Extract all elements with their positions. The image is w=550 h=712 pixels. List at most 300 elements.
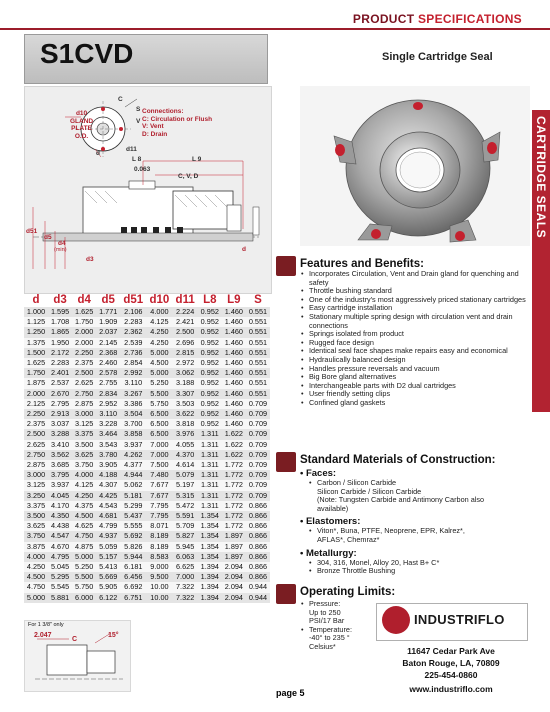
table-cell: 2.834 (96, 389, 120, 399)
table-cell: 1.311 (198, 440, 222, 450)
label-c: C (118, 96, 123, 103)
table-cell: 3.858 (120, 429, 146, 439)
materials-body (300, 468, 526, 576)
table-row (24, 562, 270, 572)
table-cell: 5.295 (48, 572, 72, 582)
table-cell: 0.952 (198, 378, 222, 388)
table-cell: 5.472 (173, 501, 198, 511)
table-cell: 5.500 (146, 389, 172, 399)
table-cell: 5.692 (120, 531, 146, 541)
label-v: V (136, 118, 141, 125)
table-cell: 1.311 (198, 450, 222, 460)
column-header-l9: L9 (227, 293, 241, 306)
table-cell: 2.625 (24, 440, 48, 450)
table-cell: 0.551 (246, 307, 270, 317)
feature-item: • Easy cartridge installation (300, 304, 526, 313)
table-cell: 3.000 (24, 470, 48, 480)
table-cell: 3.500 (72, 440, 96, 450)
table-cell: 2.625 (72, 378, 96, 388)
table-cell: 2.537 (48, 378, 72, 388)
table-cell: 1.460 (222, 358, 246, 368)
table-cell: 2.224 (173, 307, 198, 317)
table-cell: 1.000 (24, 307, 48, 317)
table-cell: 0.866 (246, 552, 270, 562)
label-d10: d10 (75, 110, 88, 117)
label-plate: PLATE (71, 125, 92, 132)
metallurgy-item-2: • Bronze Throttle Bushing (308, 567, 526, 576)
table-cell: 5.157 (96, 552, 120, 562)
table-cell: 1.354 (198, 542, 222, 552)
table-row (24, 338, 270, 348)
table-cell: 7.480 (146, 470, 172, 480)
table-cell: 4.547 (48, 531, 72, 541)
table-cell: 3.267 (120, 389, 146, 399)
table-cell: 4.125 (146, 317, 172, 327)
table-cell: 0.866 (246, 531, 270, 541)
table-cell: 2.972 (173, 358, 198, 368)
table-cell: 6.500 (146, 409, 172, 419)
feature-item: • One of the industry's most aggressively priced stationary cartridges (300, 296, 526, 305)
table-cell: 0.952 (198, 419, 222, 429)
table-cell: 5.079 (173, 470, 198, 480)
gland-label (70, 110, 93, 140)
table-cell: 3.818 (173, 419, 198, 429)
label-od: O.D. (74, 132, 89, 140)
table-cell: 1.125 (24, 317, 48, 327)
table-cell: 1.897 (222, 542, 246, 552)
label-gland: GLAND (70, 117, 94, 125)
table-row (24, 348, 270, 358)
table-cell: 6.692 (120, 582, 146, 592)
table-cell: 6.063 (173, 552, 198, 562)
table-cell: 2.362 (120, 327, 146, 337)
dimension-table (24, 292, 270, 603)
table-cell: 2.755 (96, 378, 120, 388)
table-cell: 4.000 (146, 307, 172, 317)
table-cell: 3.250 (24, 491, 48, 501)
table-cell: 4.500 (24, 572, 48, 582)
table-cell: 1.897 (222, 531, 246, 541)
table-cell: 4.438 (48, 521, 72, 531)
connection-v: V: Vent (142, 123, 164, 130)
table-cell: 2.375 (24, 419, 48, 429)
table-cell: 0.866 (246, 521, 270, 531)
table-cell: 2.750 (24, 450, 48, 460)
header-rule (0, 28, 550, 30)
column-header-d51: d51 (123, 293, 144, 306)
table-cell: 3.625 (72, 450, 96, 460)
table-cell: 4.000 (72, 470, 96, 480)
table-row (24, 450, 270, 460)
table-cell: 3.795 (48, 470, 72, 480)
table-cell: 4.170 (48, 501, 72, 511)
label-d5: d5 (44, 234, 52, 241)
side-tab (532, 110, 550, 412)
table-cell: 0.952 (198, 358, 222, 368)
table-cell: 2.854 (120, 358, 146, 368)
label-l9: L 9 (192, 156, 202, 163)
table-cell: 0.551 (246, 338, 270, 348)
table-cell: 1.394 (198, 582, 222, 592)
elastomers-title: Elastomers: (305, 516, 361, 528)
table-cell: 1.772 (222, 491, 246, 501)
table-cell: 2.421 (173, 317, 198, 327)
table-cell: 2.875 (24, 460, 48, 470)
column-header-d: d (32, 293, 40, 306)
faces-line-1: Silicon Carbide / Silicon Carbide (317, 486, 422, 496)
table-cell: 1.394 (198, 562, 222, 572)
table-cell: 1.622 (222, 440, 246, 450)
table-cell: 7.322 (173, 593, 198, 603)
table-cell: 1.460 (222, 419, 246, 429)
table-row (24, 307, 270, 317)
table-cell: 0.709 (246, 429, 270, 439)
table-cell: 5.709 (173, 521, 198, 531)
table-cell: 4.681 (96, 511, 120, 521)
table-row (24, 593, 270, 603)
elastomers-list (308, 527, 526, 536)
table-cell: 1.460 (222, 317, 246, 327)
table-cell: 2.106 (120, 307, 146, 317)
table-cell: 0.866 (246, 562, 270, 572)
table-cell: 1.311 (198, 470, 222, 480)
table-cell: 3.937 (48, 480, 72, 490)
table-cell: 0.551 (246, 358, 270, 368)
table-cell: 1.311 (198, 501, 222, 511)
elastomers-item: • Viton*, Buna, PTFE, Neoprene, EPR, Kalrez*, (308, 527, 526, 536)
pressure-label: • Pressure: (300, 600, 372, 609)
table-cell: 0.952 (198, 327, 222, 337)
table-cell: 2.368 (96, 348, 120, 358)
feature-item: • Big Bore gland alternatives (300, 373, 526, 382)
table-row (24, 358, 270, 368)
table-cell: 0.866 (246, 572, 270, 582)
table-cell: 0.551 (246, 348, 270, 358)
table-cell: 5.045 (48, 562, 72, 572)
label-d-drain: d (96, 150, 100, 157)
table-cell: 3.875 (24, 542, 48, 552)
table-cell: 3.700 (120, 419, 146, 429)
table-cell: 3.504 (120, 409, 146, 419)
table-cell: 1.375 (24, 338, 48, 348)
cartridge-seal-image (300, 86, 530, 246)
table-cell: 2.250 (24, 409, 48, 419)
table-cell: 0.952 (198, 338, 222, 348)
table-cell: 8.583 (146, 552, 172, 562)
table-cell: 1.460 (222, 389, 246, 399)
table-cell: 1.875 (24, 378, 48, 388)
table-cell: 2.250 (72, 348, 96, 358)
column-header-d4: d4 (77, 293, 91, 306)
table-cell: 1.500 (24, 348, 48, 358)
table-cell: 0.551 (246, 317, 270, 327)
table-cell: 4.350 (48, 511, 72, 521)
table-cell: 3.750 (72, 460, 96, 470)
table-cell: 1.311 (198, 460, 222, 470)
table-cell: 1.460 (222, 399, 246, 409)
table-cell: 1.460 (222, 368, 246, 378)
company-address-line-2: Baton Rouge, LA, 70809 (402, 658, 500, 668)
table-row (24, 491, 270, 501)
table-cell: 3.976 (173, 429, 198, 439)
table-cell: 3.110 (96, 409, 120, 419)
table-cell: 2.094 (222, 582, 246, 592)
table-cell: 5.500 (72, 572, 96, 582)
table-cell: 7.677 (146, 480, 172, 490)
table-cell: 1.460 (222, 338, 246, 348)
table-row (24, 317, 270, 327)
table-cell: 5.669 (96, 572, 120, 582)
table-cell: 2.875 (72, 399, 96, 409)
table-cell: 1.622 (222, 450, 246, 460)
table-cell: 2.795 (48, 399, 72, 409)
table-cell: 4.055 (173, 440, 198, 450)
table-cell: 5.905 (96, 582, 120, 592)
table-cell: 7.000 (173, 572, 198, 582)
label-s: S (136, 106, 141, 113)
label-d3: d3 (86, 256, 94, 263)
table-cell: 0.709 (246, 460, 270, 470)
table-cell: 8.071 (146, 521, 172, 531)
materials-title: Standard Materials of Construction: (300, 454, 496, 466)
table-cell: 4.377 (120, 460, 146, 470)
table-cell: 2.992 (120, 368, 146, 378)
table-cell: 4.188 (96, 470, 120, 480)
table-cell: 1.394 (198, 593, 222, 603)
feature-item: • Identical seal face shapes make repairs easy and economical (300, 347, 526, 356)
pressure-line-1: Up to 250 (309, 607, 341, 617)
table-cell: 1.909 (96, 317, 120, 327)
label-d4-min: (min) (54, 247, 67, 253)
table-row (24, 440, 270, 450)
table-cell: 2.172 (48, 348, 72, 358)
table-cell: 5.000 (24, 593, 48, 603)
table-cell: 4.307 (96, 480, 120, 490)
table-cell: 6.500 (146, 429, 172, 439)
table-cell: 0.551 (246, 327, 270, 337)
table-cell: 1.354 (198, 521, 222, 531)
table-row (24, 419, 270, 429)
table-cell: 4.375 (72, 501, 96, 511)
table-cell: 4.262 (120, 450, 146, 460)
table-cell: 3.562 (48, 450, 72, 460)
table-cell: 1.354 (198, 531, 222, 541)
table-cell: 5.945 (173, 542, 198, 552)
table-row (24, 552, 270, 562)
feature-item: • Springs isolated from product (300, 330, 526, 339)
features-icon (276, 256, 296, 276)
table-cell: 3.543 (96, 440, 120, 450)
detail-angle: 15° (108, 632, 119, 639)
faces-line-2: (Note: Tungsten Carbide and Antimony Carbon also (317, 495, 485, 505)
table-cell: 0.952 (198, 399, 222, 409)
label-d51: d51 (26, 228, 38, 235)
column-header-d11: d11 (175, 293, 195, 306)
table-cell: 4.250 (146, 338, 172, 348)
table-cell: 5.827 (173, 531, 198, 541)
table-cell: 1.250 (24, 327, 48, 337)
detail-c: C (72, 636, 78, 643)
table-cell: 5.299 (120, 501, 146, 511)
temperature-line-1: -40° to 235 ° (309, 633, 350, 643)
table-cell: 5.591 (173, 511, 198, 521)
table-cell: 2.578 (96, 368, 120, 378)
table-cell: 2.539 (120, 338, 146, 348)
table-cell: 2.500 (72, 368, 96, 378)
table-cell: 6.122 (96, 593, 120, 603)
table-cell: 1.460 (222, 378, 246, 388)
table-cell: 3.386 (120, 399, 146, 409)
seal-section (33, 181, 260, 241)
table-cell: 2.283 (120, 317, 146, 327)
detail-dimension: 2.047 (34, 632, 52, 639)
column-header-d10: d10 (149, 293, 170, 306)
table-cell: 1.460 (222, 348, 246, 358)
connection-d: D: Drain (142, 130, 168, 138)
table-cell: 2.037 (96, 327, 120, 337)
table-cell: 4.670 (48, 542, 72, 552)
connections-legend (142, 108, 212, 138)
table-cell: 5.059 (96, 542, 120, 552)
table-cell: 4.750 (72, 531, 96, 541)
table-cell: 2.145 (96, 338, 120, 348)
temperature-line-2: Celsius* (309, 641, 336, 651)
table-cell: 9.500 (146, 572, 172, 582)
table-cell: 2.094 (222, 572, 246, 582)
table-cell: 1.772 (222, 501, 246, 511)
page-title: S1CVD (40, 38, 134, 69)
temperature-list (300, 626, 372, 635)
table-row (24, 429, 270, 439)
header-product-label: PRODUCT (352, 12, 415, 26)
metallurgy-title: Metallurgy: (305, 547, 357, 559)
table-cell: 3.685 (48, 460, 72, 470)
table-cell: 0.952 (198, 368, 222, 378)
feature-item: • Incorporates Circulation, Vent and Drain gland for quenching and safety (300, 270, 526, 287)
table-cell: 3.464 (96, 429, 120, 439)
faces-title: Faces: (305, 468, 337, 479)
table-cell: 2.696 (173, 338, 198, 348)
connection-c: C: Circulation or Flush (142, 115, 213, 123)
table-cell: 6.625 (173, 562, 198, 572)
table-cell: 2.000 (72, 338, 96, 348)
company-logo-icon (382, 606, 410, 634)
table-cell: 1.750 (24, 368, 48, 378)
table-cell: 1.865 (48, 327, 72, 337)
table-cell: 4.425 (96, 491, 120, 501)
faces-list (308, 479, 526, 488)
table-cell: 3.110 (120, 378, 146, 388)
table-cell: 5.413 (96, 562, 120, 572)
table-cell: 3.375 (24, 501, 48, 511)
product-photo (300, 86, 530, 246)
table-row (24, 389, 270, 399)
detail-note: For 1 3/8" only (28, 622, 64, 628)
table-cell: 2.750 (72, 389, 96, 399)
table-cell: 3.000 (72, 409, 96, 419)
table-cell: 1.897 (222, 552, 246, 562)
table-cell: 0.709 (246, 409, 270, 419)
table-cell: 0.709 (246, 440, 270, 450)
table-cell: 5.197 (173, 480, 198, 490)
table-cell: 0.952 (198, 409, 222, 419)
table-cell: 3.625 (24, 521, 48, 531)
table-cell: 2.125 (24, 399, 48, 409)
elastomers-heading: • Elastomers: (300, 516, 361, 528)
table-cell: 2.000 (72, 327, 96, 337)
table-cell: 3.288 (48, 429, 72, 439)
table-cell: 2.094 (222, 562, 246, 572)
operating-list (300, 600, 372, 609)
table-cell: 3.037 (48, 419, 72, 429)
table-cell: 0.952 (198, 348, 222, 358)
table-row (24, 409, 270, 419)
company-website[interactable]: www.industriflo.com (409, 684, 493, 694)
table-cell: 1.595 (48, 307, 72, 317)
feature-item: • Hydraulically balanced design (300, 356, 526, 365)
table-cell: 3.375 (72, 429, 96, 439)
table-cell: 1.772 (222, 511, 246, 521)
operating-icon (276, 584, 296, 604)
table-cell: 1.625 (72, 307, 96, 317)
feature-item: • Interchangeable parts with D2 dual cartridges (300, 382, 526, 391)
table-cell: 1.622 (222, 429, 246, 439)
metallurgy-item-1: • 304, 316, Monel, Alloy 20, Hast B+ C* (308, 559, 526, 568)
table-cell: 4.500 (72, 511, 96, 521)
table-cell: 2.283 (48, 358, 72, 368)
table-cell: 0.866 (246, 542, 270, 552)
page-subtitle: Single Cartridge Seal (382, 51, 493, 63)
table-cell: 1.772 (222, 470, 246, 480)
table-cell: 1.950 (48, 338, 72, 348)
table-cell: 5.881 (48, 593, 72, 603)
table-cell: 5.000 (146, 368, 172, 378)
table-cell: 5.250 (146, 378, 172, 388)
table-cell: 5.826 (120, 542, 146, 552)
pressure-line-2: PSI/17 Bar (309, 616, 345, 626)
table-cell: 0.551 (246, 368, 270, 378)
table-cell: 5.250 (72, 562, 96, 572)
feature-item: • Rugged face design (300, 339, 526, 348)
table-cell: 4.543 (96, 501, 120, 511)
table-cell: 3.503 (173, 399, 198, 409)
table-cell: 4.937 (96, 531, 120, 541)
table-cell: 2.913 (48, 409, 72, 419)
table-cell: 4.500 (146, 358, 172, 368)
table-row (24, 480, 270, 490)
table-cell: 0.944 (246, 593, 270, 603)
table-cell: 4.125 (72, 480, 96, 490)
label-d11: d11 (126, 146, 137, 153)
table-cell: 5.315 (173, 491, 198, 501)
table-cell: 4.614 (173, 460, 198, 470)
temperature-label: • Temperature: (300, 626, 372, 635)
table-cell: 4.795 (48, 552, 72, 562)
table-cell: 0.944 (246, 582, 270, 592)
side-tab-label: CARTRIDGE SEALS (534, 116, 548, 239)
table-cell: 2.815 (173, 348, 198, 358)
materials-icon (276, 452, 296, 472)
table-header-row (24, 292, 270, 307)
table-cell: 1.750 (72, 317, 96, 327)
company-phone: 225-454-0860 (424, 670, 478, 680)
table-cell: 7.677 (146, 491, 172, 501)
table-cell: 7.000 (146, 440, 172, 450)
table-cell: 4.000 (24, 552, 48, 562)
table-cell: 1.772 (222, 460, 246, 470)
table-cell: 2.094 (222, 593, 246, 603)
table-cell: 5.000 (72, 552, 96, 562)
